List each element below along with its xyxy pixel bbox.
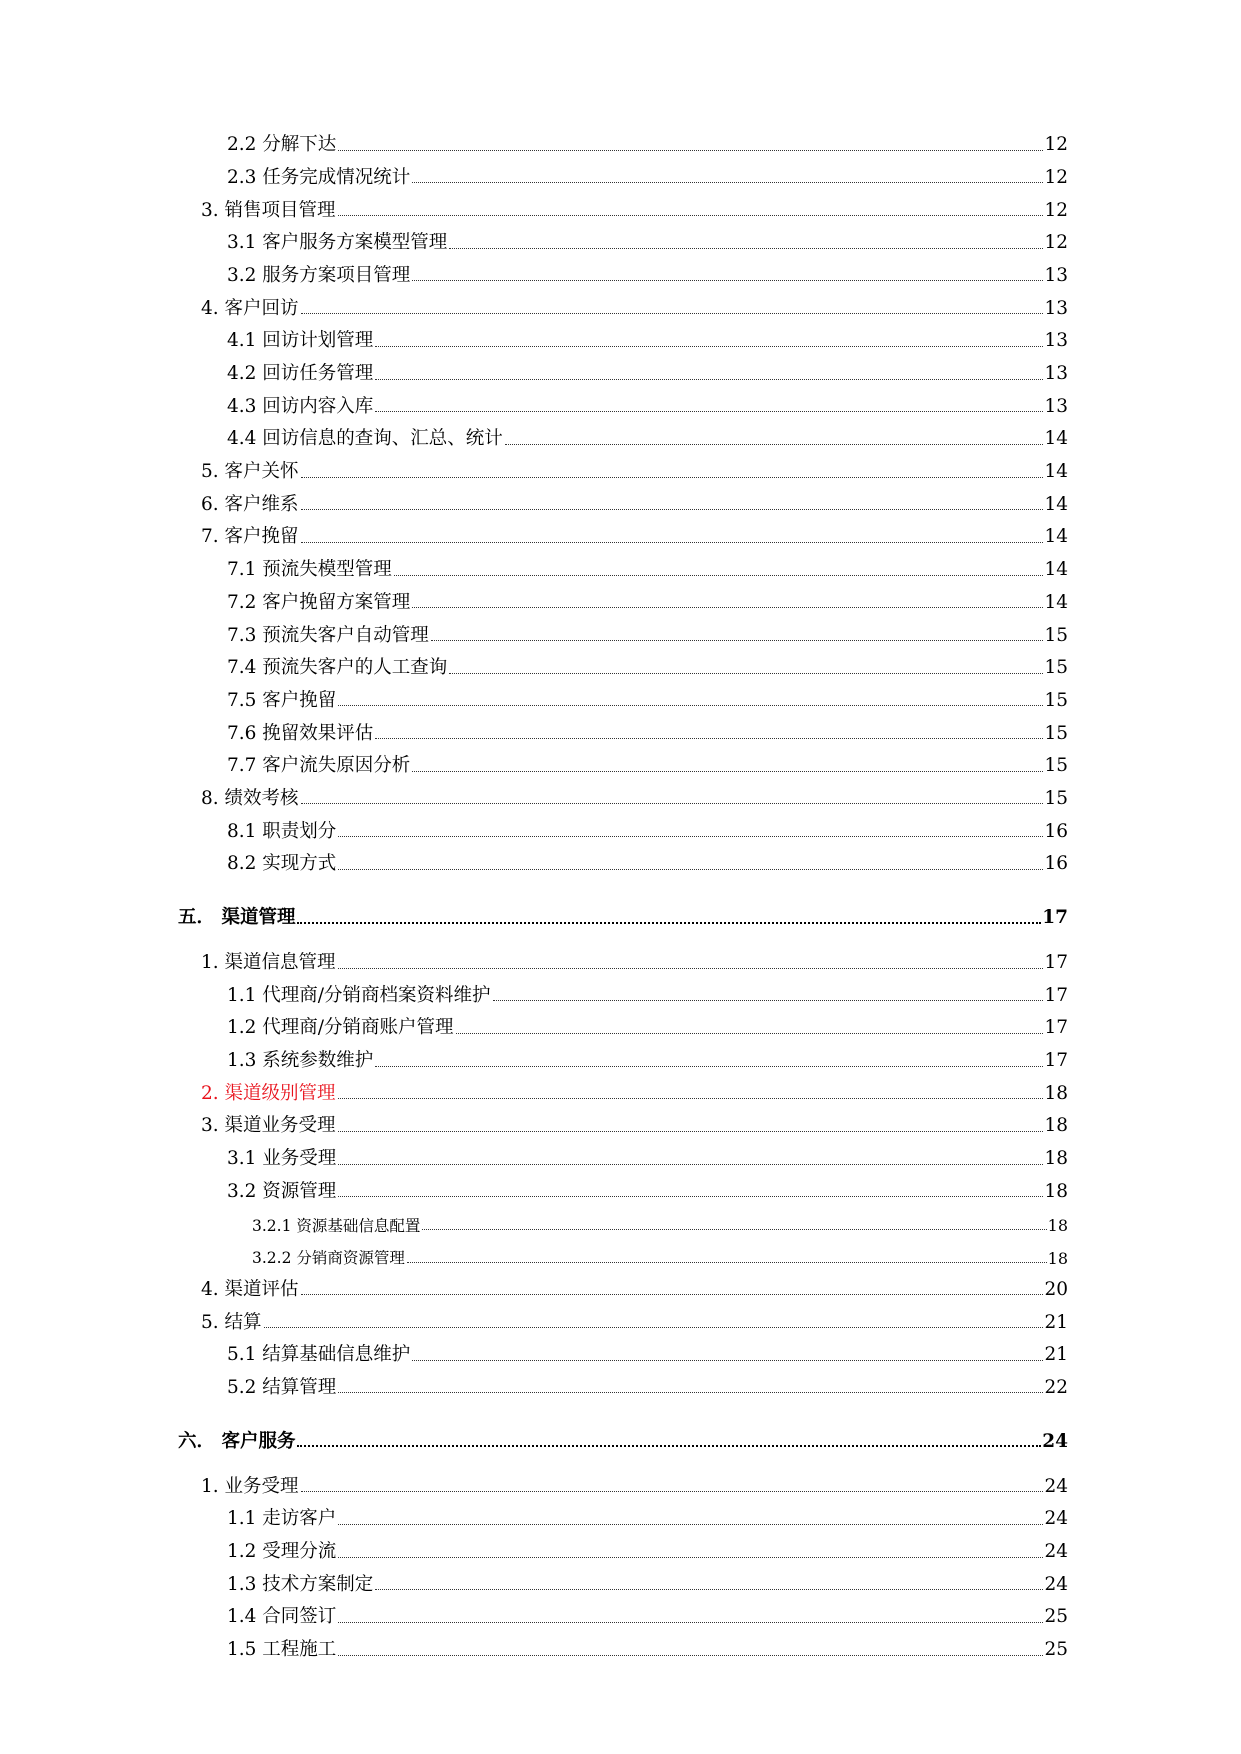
toc-entry-title: 1.3 技术方案制定 xyxy=(227,1573,374,1595)
toc-page-number: 21 xyxy=(1044,1344,1068,1366)
dot-leader xyxy=(375,1066,1043,1067)
toc-page-number: 18 xyxy=(1044,1180,1068,1202)
toc-entry-title: 2.3 任务完成情况统计 xyxy=(227,166,411,188)
toc-page-number: 13 xyxy=(1044,363,1068,384)
toc-chapter-entry[interactable] xyxy=(0,882,1241,928)
toc-entry[interactable] xyxy=(0,482,1241,515)
toc-entry-title: 7.2 客户挽留方案管理 xyxy=(227,591,411,613)
toc-entry-title: 3.1 客户服务方案模型管理 xyxy=(227,232,448,254)
toc-entry-title: 1.1 代理商/分销商档案资料维护 xyxy=(227,984,491,1006)
dot-leader xyxy=(338,215,1044,216)
toc-page-number: 12 xyxy=(1044,134,1068,156)
dot-leader xyxy=(301,1491,1044,1492)
dot-leader xyxy=(301,1294,1044,1295)
toc-page-number: 17 xyxy=(1044,984,1068,1006)
toc-page-number: 12 xyxy=(1044,166,1068,188)
toc-entry[interactable] xyxy=(0,514,1241,547)
dot-leader xyxy=(264,1327,1044,1328)
toc-entry-title: 7.7 客户流失原因分析 xyxy=(227,755,411,777)
toc-entry-title: 1.2 受理分流 xyxy=(227,1541,337,1562)
dot-leader xyxy=(301,542,1044,543)
dot-leader xyxy=(412,771,1043,772)
toc-entry-title: 六． 客户服务 xyxy=(178,1430,296,1452)
toc-entry[interactable] xyxy=(0,1234,1241,1267)
dot-leader xyxy=(493,1000,1044,1001)
toc-entry[interactable] xyxy=(0,1562,1241,1595)
toc-entry-title: 6. 客户维系 xyxy=(201,493,299,515)
dot-leader xyxy=(297,922,1041,924)
dot-leader xyxy=(297,1445,1041,1447)
dot-leader xyxy=(375,346,1043,347)
toc-entry-title: 3.2 服务方案项目管理 xyxy=(227,264,411,286)
toc-entry[interactable] xyxy=(0,1627,1241,1660)
toc-entry[interactable] xyxy=(0,155,1241,188)
toc-entry[interactable] xyxy=(0,678,1241,711)
dot-leader xyxy=(338,1131,1044,1132)
toc-page-number: 18 xyxy=(1044,1148,1068,1170)
toc-page-number: 15 xyxy=(1044,624,1068,646)
toc-entry-title: 4. 渠道评估 xyxy=(201,1278,299,1300)
dot-leader xyxy=(301,477,1044,478)
toc-entry[interactable] xyxy=(0,1299,1241,1332)
toc-entry-title: 7.5 客户挽留 xyxy=(227,689,337,711)
toc-entry-title: 1. 渠道信息管理 xyxy=(201,952,336,973)
toc-entry-title: 7.1 预流失模型管理 xyxy=(227,559,392,581)
toc-page-number: 16 xyxy=(1044,820,1068,842)
toc-entry-title: 1.2 代理商/分销商账户管理 xyxy=(227,1017,454,1039)
toc-entry-title: 8. 绩效考核 xyxy=(201,787,299,809)
toc-entry-title: 5.1 结算基础信息维护 xyxy=(227,1344,411,1366)
toc-page-number: 15 xyxy=(1044,787,1068,809)
toc-entry[interactable] xyxy=(0,1332,1241,1365)
toc-entry-title: 1.4 合同签订 xyxy=(227,1606,337,1628)
toc-entry-title: 3.2 资源管理 xyxy=(227,1180,337,1202)
dot-leader xyxy=(301,313,1044,314)
toc-page-number: 12 xyxy=(1044,232,1068,254)
dot-leader xyxy=(338,1392,1043,1393)
toc-page-number: 20 xyxy=(1044,1278,1068,1300)
toc-page-number: 24 xyxy=(1044,1508,1068,1530)
toc-entry-title: 4. 客户回访 xyxy=(201,297,299,319)
toc-entry[interactable] xyxy=(0,1038,1241,1071)
toc-entry-title: 1. 业务受理 xyxy=(201,1475,299,1497)
dot-leader xyxy=(338,1524,1043,1525)
toc-entry-title: 5. 结算 xyxy=(201,1311,262,1333)
toc-page-number: 16 xyxy=(1044,853,1068,875)
toc-page-number: 24 xyxy=(1042,1430,1068,1452)
toc-page-number: 24 xyxy=(1044,1475,1068,1497)
toc-entry[interactable] xyxy=(0,416,1241,449)
toc-page-number: 15 xyxy=(1044,722,1068,744)
toc-page-number: 13 xyxy=(1044,297,1068,319)
table-of-contents xyxy=(0,122,1241,1660)
toc-entry-title: 3.2.2 分销商资源管理 xyxy=(252,1249,405,1268)
toc-entry[interactable] xyxy=(0,285,1241,318)
dot-leader xyxy=(431,640,1044,641)
toc-entry[interactable] xyxy=(0,384,1241,417)
toc-entry-title: 1.1 走访客户 xyxy=(227,1508,337,1530)
toc-page-number: 18 xyxy=(1044,1082,1068,1104)
toc-entry-title: 3. 销售项目管理 xyxy=(201,199,336,221)
toc-page-number: 17 xyxy=(1044,1017,1068,1039)
toc-entry-title: 5.2 结算管理 xyxy=(227,1376,337,1398)
toc-page-number: 22 xyxy=(1044,1376,1068,1398)
toc-entry[interactable] xyxy=(0,710,1241,743)
toc-entry[interactable] xyxy=(0,1267,1241,1300)
toc-page-number: 17 xyxy=(1044,1050,1068,1072)
dot-leader xyxy=(449,673,1043,674)
dot-leader xyxy=(412,182,1043,183)
dot-leader xyxy=(338,869,1043,870)
toc-page-number: 12 xyxy=(1044,199,1068,221)
toc-page-number: 14 xyxy=(1044,461,1068,483)
toc-entry-title: 5. 客户关怀 xyxy=(201,461,299,483)
toc-page-number: 18 xyxy=(1047,1216,1068,1235)
toc-entry[interactable] xyxy=(0,580,1241,613)
toc-entry[interactable] xyxy=(0,122,1241,155)
toc-entry-title: 1.5 工程施工 xyxy=(227,1639,337,1661)
toc-entry[interactable] xyxy=(0,973,1241,1006)
toc-entry[interactable] xyxy=(0,220,1241,253)
dot-leader xyxy=(338,968,1044,969)
toc-page-number: 25 xyxy=(1044,1639,1068,1661)
dot-leader xyxy=(301,509,1044,510)
toc-chapter-entry[interactable] xyxy=(0,1405,1241,1451)
dot-leader xyxy=(412,607,1043,608)
toc-page-number: 14 xyxy=(1044,493,1068,515)
toc-entry[interactable] xyxy=(0,253,1241,286)
toc-page-number: 21 xyxy=(1044,1311,1068,1333)
toc-page-number: 18 xyxy=(1047,1248,1068,1268)
toc-entry[interactable] xyxy=(0,940,1241,973)
toc-entry[interactable] xyxy=(0,318,1241,351)
toc-entry-title: 7.3 预流失客户自动管理 xyxy=(227,624,429,646)
toc-entry-title: 4.3 回访内容入库 xyxy=(227,395,374,417)
toc-entry[interactable] xyxy=(0,1136,1241,1169)
toc-page-number: 14 xyxy=(1044,559,1068,581)
dot-leader xyxy=(338,1655,1043,1656)
toc-entry[interactable] xyxy=(0,1496,1241,1529)
toc-page-number: 15 xyxy=(1044,657,1068,679)
dot-leader xyxy=(301,803,1044,804)
toc-page-number: 15 xyxy=(1044,755,1068,777)
toc-entry[interactable] xyxy=(0,187,1241,220)
toc-page-number: 15 xyxy=(1044,689,1068,711)
toc-entry[interactable] xyxy=(0,1005,1241,1038)
toc-entry-title: 4.1 回访计划管理 xyxy=(227,330,374,352)
toc-page-number: 14 xyxy=(1044,591,1068,613)
dot-leader xyxy=(338,1098,1044,1099)
toc-entry[interactable] xyxy=(0,449,1241,482)
dot-leader xyxy=(412,1360,1043,1361)
toc-entry[interactable] xyxy=(0,1529,1241,1562)
toc-entry[interactable] xyxy=(0,1463,1241,1496)
toc-page-number: 24 xyxy=(1044,1541,1068,1562)
dot-leader xyxy=(449,248,1043,249)
toc-entry-title: 7. 客户挽留 xyxy=(201,526,299,548)
toc-page-number: 24 xyxy=(1044,1573,1068,1595)
toc-page-number: 17 xyxy=(1042,907,1068,929)
dot-leader xyxy=(375,738,1043,739)
dot-leader xyxy=(338,705,1043,706)
dot-leader xyxy=(505,444,1044,445)
toc-entry[interactable] xyxy=(0,351,1241,384)
toc-entry-title: 1.3 系统参数维护 xyxy=(227,1050,374,1072)
toc-entry-title: 2. 渠道级别管理 xyxy=(201,1082,336,1104)
toc-entry[interactable] xyxy=(0,1365,1241,1398)
dot-leader xyxy=(338,836,1043,837)
toc-entry-title: 4.4 回访信息的查询、汇总、统计 xyxy=(227,428,503,450)
dot-leader xyxy=(412,280,1043,281)
toc-page-number: 14 xyxy=(1044,428,1068,450)
toc-entry-title: 4.2 回访任务管理 xyxy=(227,363,374,384)
toc-entry[interactable] xyxy=(0,808,1241,841)
dot-leader xyxy=(456,1033,1044,1034)
toc-page-number: 17 xyxy=(1044,952,1068,973)
dot-leader xyxy=(338,1164,1043,1165)
dot-leader xyxy=(338,1557,1043,1558)
dot-leader xyxy=(407,1262,1047,1263)
toc-entry[interactable] xyxy=(0,1103,1241,1136)
toc-page-number: 13 xyxy=(1044,395,1068,417)
dot-leader xyxy=(375,379,1043,380)
dot-leader xyxy=(375,1589,1043,1590)
toc-entry[interactable] xyxy=(0,1201,1241,1234)
toc-page-number: 25 xyxy=(1044,1606,1068,1628)
toc-entry-title: 3. 渠道业务受理 xyxy=(201,1115,336,1137)
toc-entry-title: 2.2 分解下达 xyxy=(227,134,337,156)
toc-entry-title: 7.4 预流失客户的人工查询 xyxy=(227,657,448,679)
dot-leader xyxy=(338,150,1043,151)
toc-entry-title: 8.1 职责划分 xyxy=(227,820,337,842)
toc-entry-title: 8.2 实现方式 xyxy=(227,853,337,875)
toc-entry[interactable] xyxy=(0,547,1241,580)
dot-leader xyxy=(338,1196,1043,1197)
toc-entry[interactable] xyxy=(0,743,1241,776)
toc-entry-title: 7.6 挽留效果评估 xyxy=(227,722,374,744)
toc-entry[interactable] xyxy=(0,612,1241,645)
toc-page-number: 18 xyxy=(1044,1115,1068,1137)
toc-entry[interactable] xyxy=(0,1594,1241,1627)
toc-entry-title: 3.2.1 资源基础信息配置 xyxy=(252,1216,421,1235)
dot-leader xyxy=(422,1229,1046,1230)
toc-entry-title: 五． 渠道管理 xyxy=(178,907,296,929)
toc-entry-title: 3.1 业务受理 xyxy=(227,1148,337,1170)
dot-leader xyxy=(394,575,1044,576)
toc-entry[interactable] xyxy=(0,1169,1241,1202)
toc-page-number: 14 xyxy=(1044,526,1068,548)
dot-leader xyxy=(338,1622,1043,1623)
toc-entry[interactable] xyxy=(0,1071,1241,1104)
toc-page-number: 13 xyxy=(1044,330,1068,352)
toc-entry[interactable] xyxy=(0,841,1241,874)
toc-entry[interactable] xyxy=(0,776,1241,809)
toc-entry[interactable] xyxy=(0,645,1241,678)
dot-leader xyxy=(375,411,1043,412)
toc-page-number: 13 xyxy=(1044,264,1068,286)
